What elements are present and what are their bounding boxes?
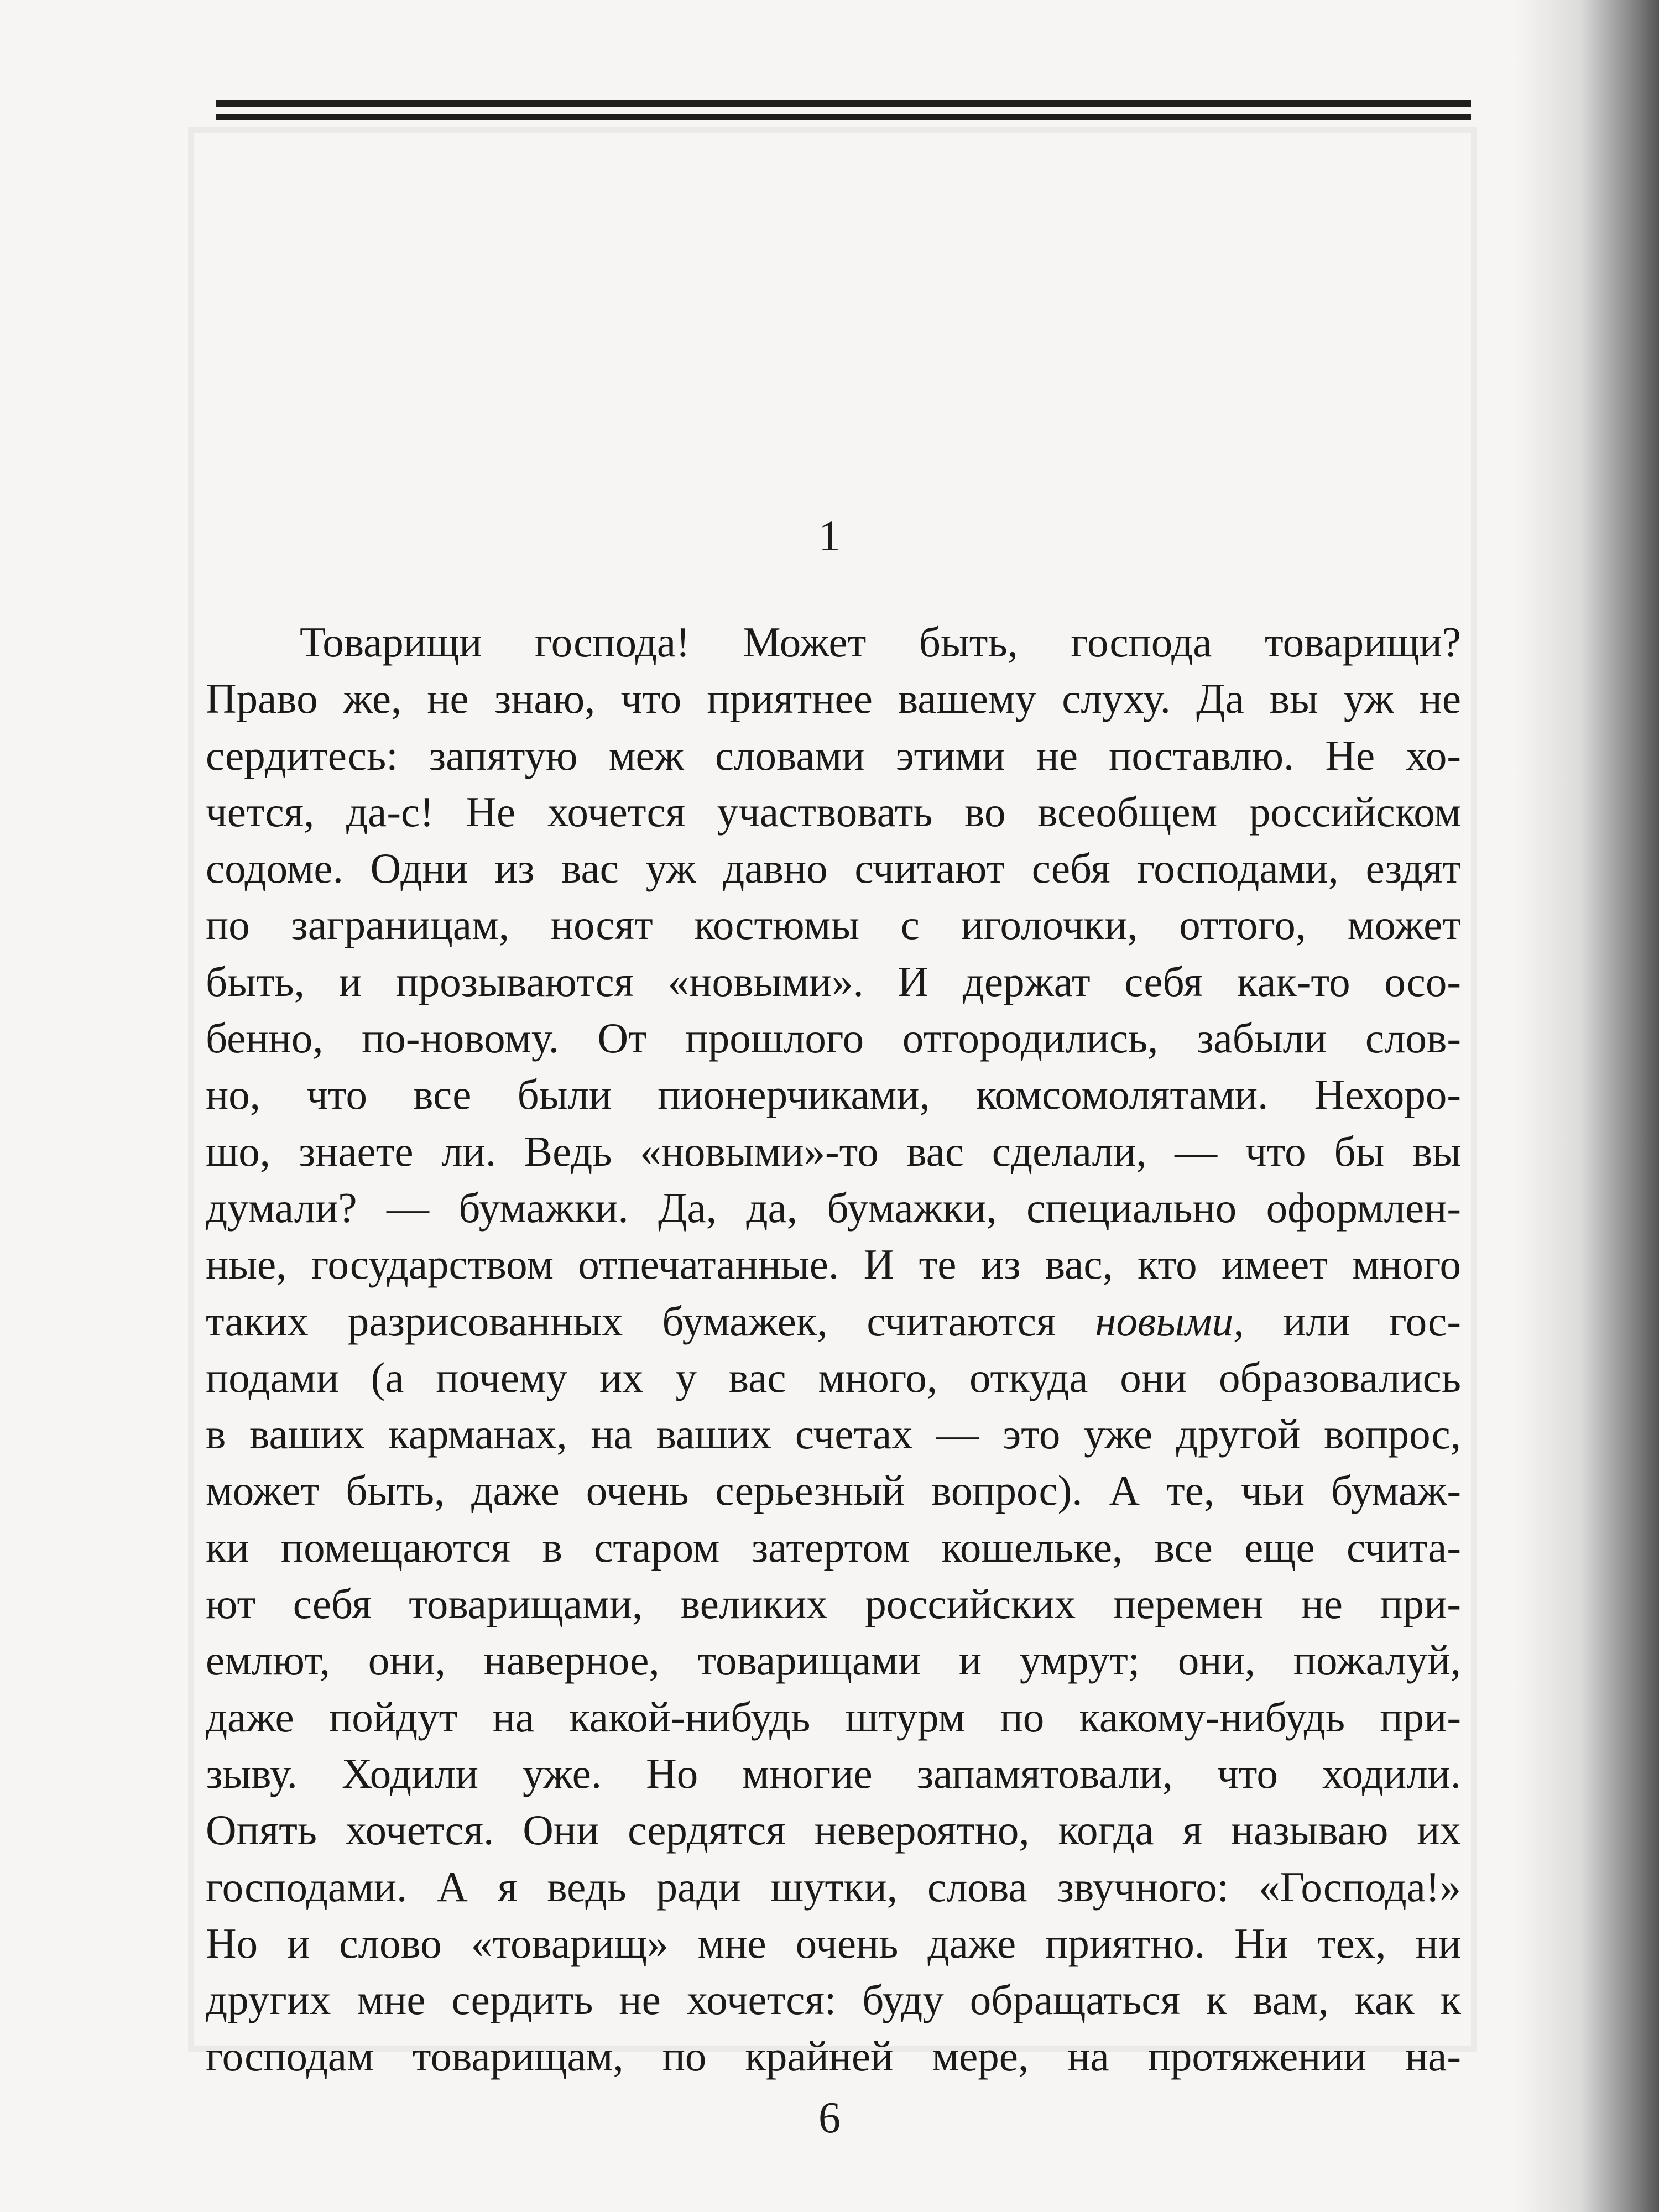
text-line: но, что все были пионерчиками, комсомолятами. Нехоро- bbox=[206, 1071, 1461, 1119]
text-line: по заграницам, носят костюмы с иголочки, оттого, может bbox=[206, 901, 1461, 949]
body-text bbox=[206, 614, 1461, 2085]
text-line: Товарищи господа! Может быть, господа товарищи? bbox=[300, 618, 1461, 666]
text-line: Опять хочется. Они сердятся невероятно, когда я называю их bbox=[206, 1806, 1461, 1854]
text-line: в ваших карманах, на ваших счетах — это уже другой вопрос, bbox=[206, 1410, 1461, 1458]
text-line-with-italic bbox=[206, 1293, 1461, 1349]
text-line: содоме. Одни из вас уж давно считают себя господами, ездят bbox=[206, 844, 1461, 893]
text-line: ки помещаются в старом затертом кошельке, все еще счита- bbox=[206, 1523, 1461, 1571]
text-line: других мне сердить не хочется: буду обращаться к вам, как к bbox=[206, 1976, 1461, 2024]
text-line: ные, государством отпечатанные. И те из вас, кто имеет много bbox=[206, 1240, 1461, 1288]
text-line: быть, и прозываются «новыми». И держат себя как-то осо- bbox=[206, 957, 1461, 1005]
text-segment: или гос- bbox=[1244, 1297, 1461, 1345]
text-line: бенно, по-новому. От прошлого отгородились, забыли слов- bbox=[206, 1014, 1461, 1062]
text-line: господам товарищам, по крайней мере, на протяжении на- bbox=[206, 2032, 1461, 2080]
text-line: чется, да-с! Не хочется участвовать во всеобщем российском bbox=[206, 787, 1461, 836]
text-line: Право же, не знаю, что приятнее вашему слуху. Да вы уж не bbox=[206, 675, 1461, 723]
text-line: ют себя товарищами, великих российских перемен не при- bbox=[206, 1580, 1461, 1628]
text-line: господами. А я ведь ради шутки, слова звучного: «Господа!» bbox=[206, 1863, 1461, 1911]
italic-word: новыми, bbox=[1095, 1297, 1244, 1345]
text-line: емлют, они, наверное, товарищами и умрут; они, пожалуй, bbox=[206, 1636, 1461, 1684]
text-line: шо, знаете ли. Ведь «новыми»-то вас сделали, — что бы вы bbox=[206, 1127, 1461, 1175]
page-number: 6 bbox=[818, 2094, 841, 2142]
text-line: думали? — бумажки. Да, да, бумажки, специально оформлен- bbox=[206, 1183, 1461, 1232]
top-double-rule-lower bbox=[216, 114, 1471, 120]
binding-shadow bbox=[1515, 0, 1659, 2212]
text-segment: таких разрисованных бумажек, считаются bbox=[206, 1297, 1095, 1345]
top-double-rule-upper bbox=[216, 100, 1471, 107]
text-line: может быть, даже очень серьезный вопрос). А те, чьи бумаж- bbox=[206, 1467, 1461, 1515]
text-line: сердитесь: запятую меж словами этими не поставлю. Не хо- bbox=[206, 731, 1461, 779]
chapter-number: 1 bbox=[818, 512, 841, 560]
text-line: зыву. Ходили уже. Но многие запамятовали, что ходили. bbox=[206, 1749, 1461, 1797]
text-line: даже пойдут на какой-нибудь штурм по какому-нибудь при- bbox=[206, 1693, 1461, 1741]
text-line: Но и слово «товарищ» мне очень даже приятно. Ни тех, ни bbox=[206, 1919, 1461, 1967]
text-line: подами (а почему их у вас много, откуда они образовались bbox=[206, 1353, 1461, 1401]
